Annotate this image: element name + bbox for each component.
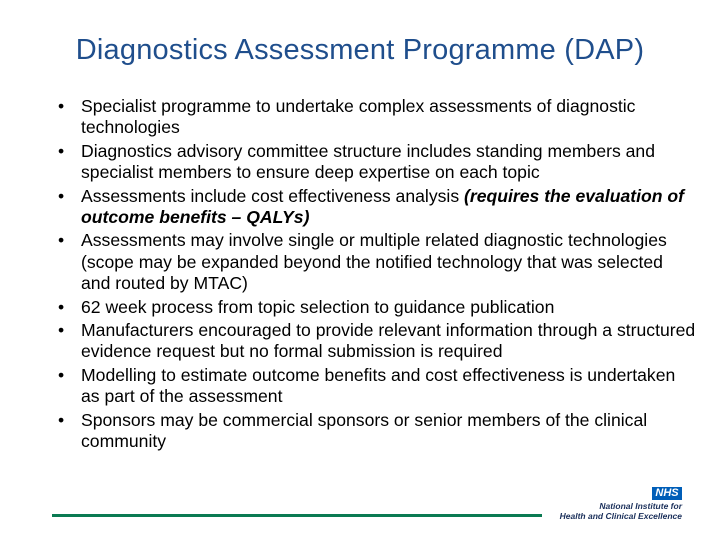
bullet-emphasis: (requires the evaluation of outcome benefits – QALYs) (81, 185, 684, 228)
nhs-badge: NHS (652, 487, 682, 500)
footer-divider (52, 514, 542, 517)
bullet-list (56, 96, 696, 455)
bullet-item (56, 141, 696, 184)
bullet-text: Assessments may involve single or multiple related diagnostic technologies (scope may be expanded beyond the notified technology that was selected and routed by MTAC) (81, 230, 667, 294)
logo-line-2: Health and Clinical Excellence (559, 511, 682, 521)
bullet-text: Assessments include cost effectiveness analysis (81, 185, 465, 206)
bullet-item (56, 320, 696, 363)
bullet-item (56, 186, 696, 229)
bullet-item (56, 297, 696, 318)
slide-title: Diagnostics Assessment Programme (DAP) (75, 34, 645, 66)
logo-line-1: National Institute for (599, 501, 682, 511)
nice-logo (559, 487, 684, 523)
bullet-item (56, 96, 696, 139)
bullet-text: Specialist programme to undertake complex assessments of diagnostic technologies (81, 96, 636, 138)
bullet-item (56, 410, 696, 453)
bullet-text: Modelling to estimate outcome benefits and cost effectiveness is undertaken as part of the assessment (81, 364, 676, 407)
bullet-text: Sponsors may be commercial sponsors or senior members of the clinical community (81, 409, 648, 452)
bullet-text: Manufacturers encouraged to provide relevant information through a structured evidence request but no formal submission is required (81, 320, 696, 362)
bullet-text: 62 week process from topic selection to guidance publication (81, 296, 555, 317)
bullet-item (56, 230, 696, 294)
bullet-text: Diagnostics advisory committee structure includes standing members and specialist members to ensure deep expertise on each topic (81, 140, 656, 183)
bullet-item (56, 365, 696, 408)
